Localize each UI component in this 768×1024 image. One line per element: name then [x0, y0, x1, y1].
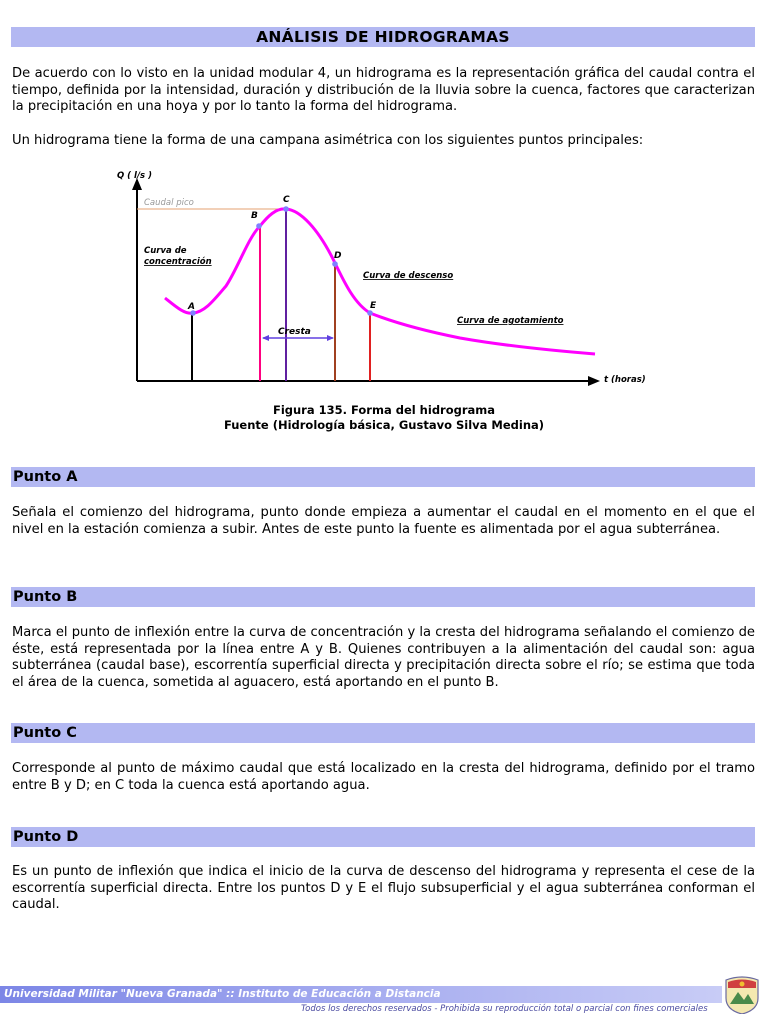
- footer-institution: Universidad Militar "Nueva Granada" :: Instituto de Educación a Distancia: [4, 988, 441, 1000]
- point-e-label: E: [370, 301, 377, 311]
- page-title: ANÁLISIS DE HIDROGRAMAS: [11, 27, 755, 47]
- concentration-curve-label-2: concentración: [144, 257, 212, 267]
- intro-points-paragraph: Un hidrograma tiene la forma de una campana asimétrica con los siguientes puntos principales:: [12, 133, 644, 148]
- x-axis-arrow: [588, 376, 600, 386]
- section-text-punto-d: Es un punto de inflexión que indica el inicio de la curva de descenso del hidrograma y representa el cese de la escorrentía superficial directa. Entre los puntos D y E el flujo subsuperficial y el agua subterránea conforman el caudal.: [12, 864, 755, 912]
- footer-bar: [0, 986, 722, 1003]
- section-heading-punto-d: Punto D: [11, 827, 755, 847]
- concentration-curve-label-1: Curva de: [144, 246, 187, 256]
- y-axis-label: Q ( l/s ): [117, 171, 152, 181]
- point-a-label: A: [188, 302, 195, 312]
- page-footer: [0, 982, 768, 1024]
- crest-arrow-right-head: [327, 335, 334, 341]
- point-c-marker: [283, 206, 289, 212]
- section-text-punto-b: Marca el punto de inflexión entre la curva de concentración y la cresta del hidrograma señalando el comienzo de éste, está representada por la línea entre A y B. Quienes contribuyen a la alimentación del caudal son: agua subterránea (caudal base), escorrentía superficial directa y precipitación directa sobre el río; se estima que toda el área de la cuenca, sometida al aguacero, está aportando en el punto B.: [12, 625, 755, 690]
- crest-label: Cresta: [278, 327, 311, 337]
- point-b-label: B: [251, 211, 258, 221]
- hydrograph-curve: [165, 209, 595, 354]
- footer-rights: Todos los derechos reservados - Prohibida su reproducción total o parcial con fines comerciales: [301, 1004, 708, 1014]
- point-d-marker: [332, 261, 338, 267]
- crest-arrow-left-head: [262, 335, 269, 341]
- peak-flow-label: Caudal pico: [144, 198, 194, 208]
- section-heading-punto-b: Punto B: [11, 587, 755, 607]
- section-text-punto-a: Señala el comienzo del hidrograma, punto donde empieza a aumentar el caudal en el momento en el que el nivel en la estación comienza a subir. Antes de este punto la fuente es alimentada por el agua subterránea.: [12, 505, 755, 537]
- point-c-label: C: [283, 195, 290, 205]
- section-heading-punto-c: Punto C: [11, 723, 755, 743]
- recession-curve-label: Curva de descenso: [363, 271, 454, 281]
- figure-caption-source: Fuente (Hidrología básica, Gustavo Silva Medina): [223, 418, 545, 432]
- section-heading-punto-a: Punto A: [11, 467, 755, 487]
- university-crest-logo: [724, 974, 760, 1014]
- section-text-punto-c: Corresponde al punto de máximo caudal que está localizado en la cresta del hidrograma, definido por el tramo entre B y D; en C toda la cuenca está aportando agua.: [12, 761, 755, 793]
- depletion-curve-label: Curva de agotamiento: [457, 316, 564, 326]
- x-axis-label: t (horas): [604, 375, 646, 385]
- figure-caption-title: Figura 135. Forma del hidrograma: [272, 403, 496, 417]
- point-d-label: D: [334, 251, 342, 261]
- intro-paragraph: De acuerdo con lo visto en la unidad modular 4, un hidrograma es la representación gráfica del caudal contra el tiempo, definida por la intensidad, duración y distribución de la lluvia sobre la cuenca, factores que caracterizan la precipitación en una hoya y por lo tanto la forma del hidrograma.: [12, 66, 755, 114]
- point-b-marker: [256, 223, 262, 229]
- hydrograph-figure: [100, 160, 670, 400]
- point-e-marker: [367, 310, 373, 316]
